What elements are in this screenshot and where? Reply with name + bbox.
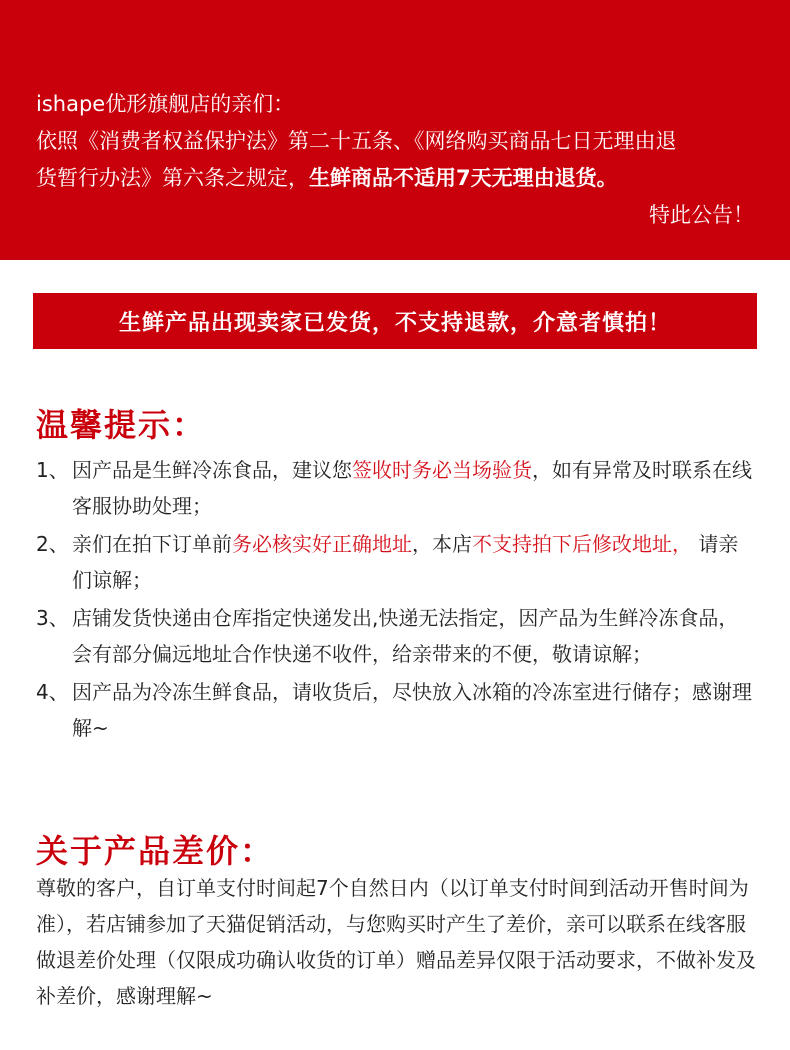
tip-number: 1、	[36, 458, 69, 482]
tip-highlight: 签收时务必当场验货	[352, 458, 532, 482]
banner-greeting: ishape优形旗舰店的亲们：	[36, 92, 295, 116]
tip-text-part: ，如有异常及时联系在线客服协助处理；	[72, 458, 752, 518]
tip-item-4	[36, 674, 756, 746]
banner-sign-off: 特此公告！	[649, 203, 754, 227]
tip-highlight: 不支持拍下后修改地址，	[472, 532, 692, 556]
tip-item-2	[36, 526, 756, 598]
banner-law-line-1: 依照《消费者权益保护法》第二十五条、《网络购买商品七日无理由退	[36, 129, 677, 153]
tip-text-part: 亲们在拍下订单前	[72, 532, 232, 556]
banner-law-line-2-text: 货暂行办法》第六条之规定，	[36, 166, 309, 190]
tip-item-3	[36, 600, 756, 672]
tip-text-part: ，本店	[412, 532, 472, 556]
tips-title: 温馨提示：	[36, 406, 207, 444]
tip-text	[72, 526, 756, 598]
tip-item-1	[36, 452, 756, 524]
tip-text-part: 请亲们谅解；	[72, 532, 739, 592]
tip-text-part: 因产品是生鲜冷冻食品，建议您	[72, 458, 352, 482]
tip-highlight: 务必核实好正确地址	[232, 532, 412, 556]
tip-text: 店铺发货快递由仓库指定快递发出,快递无法指定，因产品为生鲜冷冻食品，会有部分偏远地址合作快递不收件，给亲带来的不便，敬请谅解；	[72, 606, 739, 666]
banner-no-return-notice: 生鲜商品不适用7天无理由退货。	[309, 166, 618, 190]
tip-text: 因产品为冷冻生鲜食品，请收货后，尽快放入冰箱的冷冻室进行储存；感谢理解~	[72, 680, 752, 740]
tip-number: 3、	[36, 606, 69, 630]
banner-law-line-2	[36, 162, 618, 192]
announcement-banner	[0, 0, 790, 260]
price-diff-body: 尊敬的客户，自订单支付时间起7个自然日内（以订单支付时间到活动开售时间为准），若店铺参加了天猫促销活动，与您购买时产生了差价，亲可以联系在线客服做退差价处理（仅限成功确认收货的订单）赠品差异仅限于活动要求，不做补发及补差价，感谢理解~	[36, 876, 756, 1008]
tip-text	[72, 452, 756, 524]
price-diff-title: 关于产品差价：	[36, 832, 275, 870]
no-refund-notice-bar: 生鲜产品出现卖家已发货，不支持退款，介意者慎拍！	[33, 293, 757, 349]
tip-number: 2、	[36, 532, 69, 556]
tips-list	[36, 452, 756, 748]
tip-number: 4、	[36, 680, 69, 704]
